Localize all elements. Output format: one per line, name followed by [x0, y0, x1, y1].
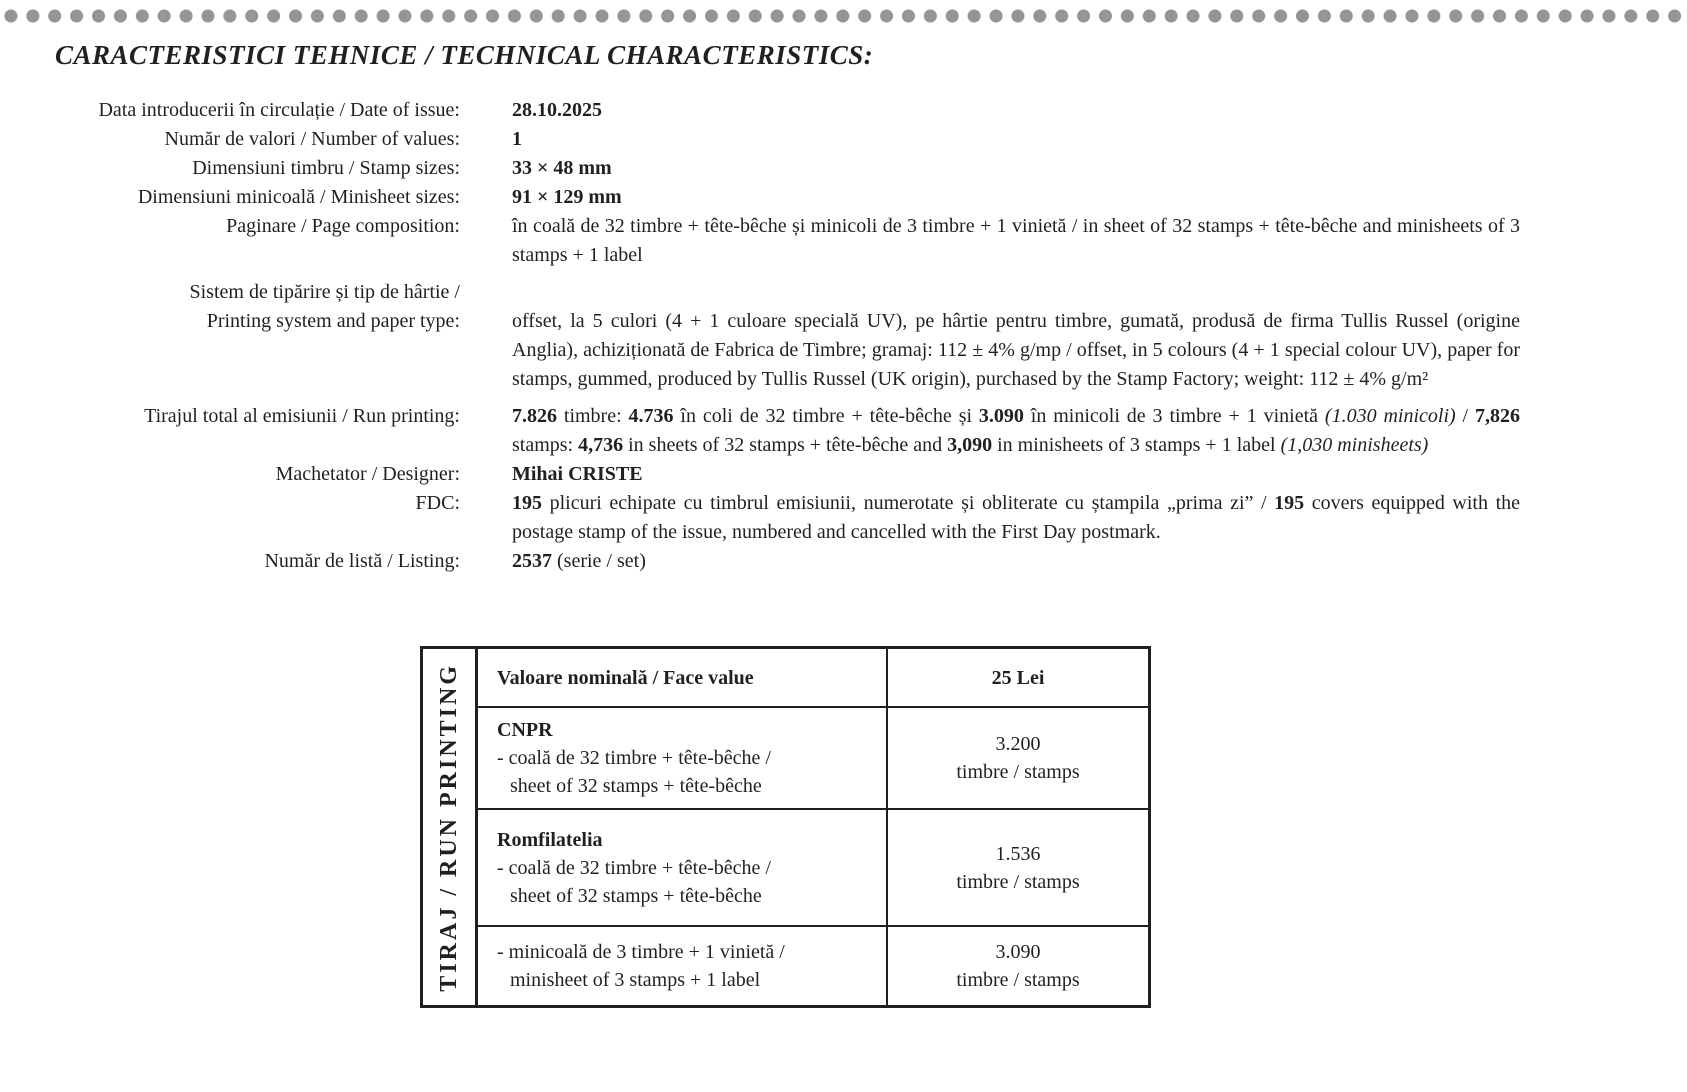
field-label: Tirajul total al emisiunii / Run printing: — [144, 405, 460, 427]
field-label: Număr de listă / Listing: — [264, 550, 460, 572]
field-run-printing — [58, 402, 1520, 460]
run-printing-table — [420, 646, 1151, 1008]
field-label: Număr de valori / Number of values: — [164, 128, 460, 150]
row-line1: - coală de 32 timbre + tête-bêche / — [497, 747, 771, 769]
table-row-quantity — [886, 810, 1148, 925]
table-row-cnpr — [478, 706, 1148, 808]
quantity-unit: timbre / stamps — [956, 969, 1080, 991]
field-fdc — [58, 489, 1520, 547]
row-line1: - coală de 32 timbre + tête-bêche / — [497, 856, 771, 879]
field-value: Mihai CRISTE — [512, 463, 643, 485]
dotted-border-icon — [0, 9, 1687, 23]
field-value: 1 — [512, 128, 522, 150]
field-stamp-sizes — [58, 154, 1520, 183]
field-label: Dimensiuni minicoală / Minisheet sizes: — [137, 186, 460, 208]
field-number-of-values — [58, 125, 1520, 154]
field-label-line1: Sistem de tipărire și tip de hârtie / — [189, 281, 460, 303]
field-date-of-issue — [58, 96, 1520, 125]
table-row-face-value — [478, 649, 1148, 706]
row-line2: sheet of 32 stamps + tête-bêche — [510, 775, 762, 797]
field-value: 195 plicuri echipate cu timbrul emisiunii, numerotate și obliterate cu ștampila „prima zi” / 195 covers equipped with the postage stamp of the issue, numbered and cancelled with the First Day postmark. — [512, 492, 1520, 543]
field-value: offset, la 5 culori (4 + 1 culoare specială UV), pe hârtie pentru timbre, gumată, produsă de firma Tullis Russel (origine Anglia), achiziționată de Fabrica de Timbre; gramaj: 112 ± 4% g/mp / offset, in 5 colours (4 + 1 special colour UV), paper for stamps, gummed, produced by Tullis Russel (UK origin), purchased by the Stamp Factory; weight: 112 ± 4% g/m² — [512, 310, 1520, 390]
field-minisheet-sizes — [58, 183, 1520, 212]
quantity-number: 3.200 — [995, 733, 1041, 755]
characteristics-list — [58, 96, 1520, 576]
table-row-minisheet — [478, 925, 1148, 1005]
field-value: 7.826 timbre: 4.736 în coli de 32 timbre + tête-bêche și 3.090 în minicoli de 3 timbre + 1 vinietă (1.030 minicoli) / 7,826 stamps: 4,736 in sheets of 32 stamps + tête-bêche and 3,090 in minisheets of 3 stamps + 1 label (1,030 minisheets) — [512, 405, 1520, 456]
field-value: 91 × 129 mm — [512, 186, 622, 208]
row-line2: sheet of 32 stamps + tête-bêche — [510, 884, 762, 907]
face-value-amount: 25 Lei — [886, 649, 1148, 706]
table-side-label: TIRAJ / RUN PRINTING — [436, 662, 462, 992]
page-title: CARACTERISTICI TEHNICE / TECHNICAL CHARACTERISTICS: — [55, 40, 874, 70]
field-designer — [58, 460, 1520, 489]
field-value: 2537 (serie / set) — [512, 550, 646, 572]
table-side-header — [423, 649, 478, 1005]
table-row-quantity — [886, 927, 1148, 1005]
row-title: Romfilatelia — [497, 828, 603, 851]
field-label — [58, 278, 460, 336]
field-label: Paginare / Page composition: — [226, 215, 460, 237]
row-line1: - minicoală de 3 timbre + 1 vinietă / — [497, 941, 785, 963]
field-value: în coală de 32 timbre + tête-bêche și minicoli de 3 timbre + 1 vinietă / in sheet of 32 stamps + tête-bêche and minisheets of 3 stamps + 1 label — [512, 215, 1520, 266]
row-line2: minisheet of 3 stamps + 1 label — [510, 969, 761, 991]
quantity-unit: timbre / stamps — [956, 761, 1080, 783]
field-value: 33 × 48 mm — [512, 157, 612, 179]
face-value-label: Valoare nominală / Face value — [497, 666, 754, 689]
table-row-description — [478, 810, 886, 925]
quantity-number: 1.536 — [995, 842, 1041, 865]
table-row-description — [478, 927, 886, 1005]
field-label: Dimensiuni timbru / Stamp sizes: — [192, 157, 460, 179]
field-value: 28.10.2025 — [512, 99, 602, 121]
table-row-romfilatelia — [478, 808, 1148, 925]
field-label: Data introducerii în circulație / Date of issue: — [98, 99, 460, 121]
field-label: FDC: — [415, 492, 460, 514]
field-label: Machetator / Designer: — [275, 463, 460, 485]
table-body — [478, 649, 1148, 1005]
table-row-quantity — [886, 708, 1148, 808]
field-printing-system — [58, 278, 1520, 394]
field-page-composition — [58, 212, 1520, 270]
quantity-unit: timbre / stamps — [956, 870, 1080, 893]
field-label-line2: Printing system and paper type: — [206, 310, 460, 332]
table-row-description — [478, 708, 886, 808]
field-listing — [58, 547, 1520, 576]
row-title: CNPR — [497, 719, 553, 741]
quantity-number: 3.090 — [995, 941, 1041, 963]
